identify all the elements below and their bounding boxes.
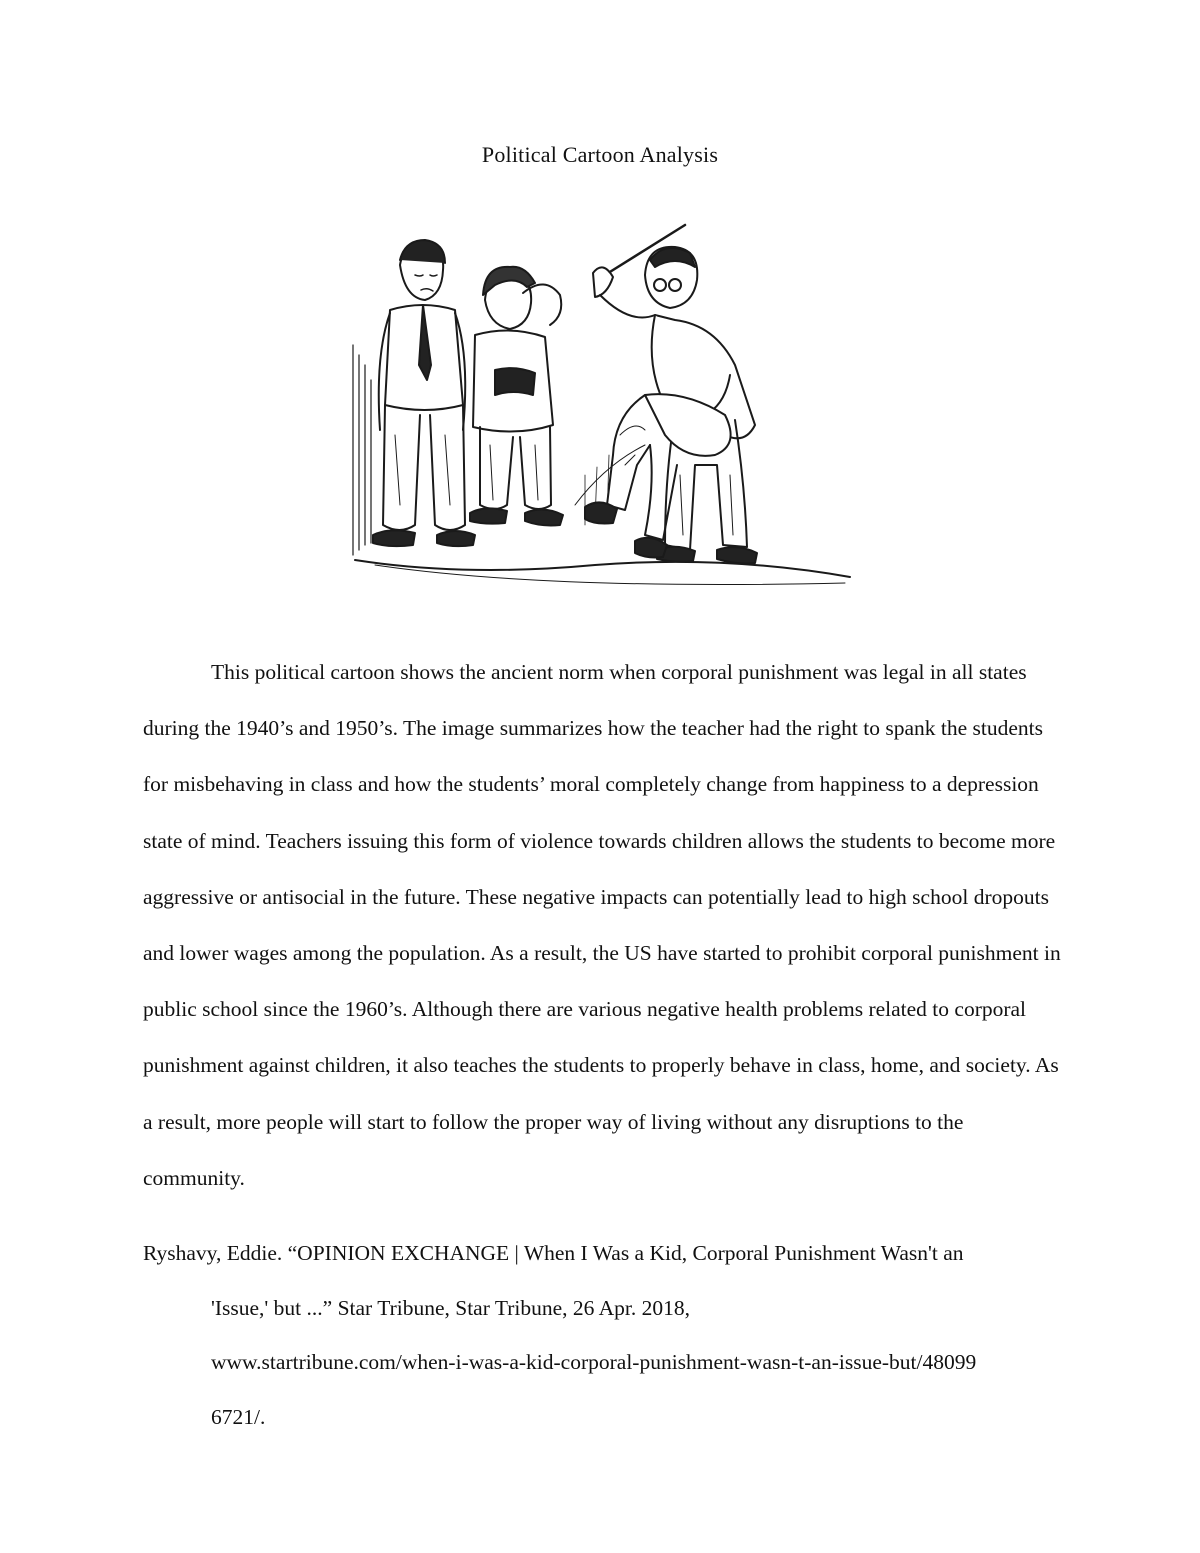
analysis-paragraph-block <box>143 644 1063 1206</box>
citation-line-1: Ryshavy, Eddie. “OPINION EXCHANGE | When I Was a Kid, Corporal Punishment Wasn't an <box>143 1241 964 1265</box>
works-cited-entry <box>143 1226 1063 1444</box>
cartoon-illustration <box>345 205 855 590</box>
page-title: Political Cartoon Analysis <box>481 142 719 167</box>
citation-url-line-end: 6721/. <box>211 1404 266 1429</box>
citation-url-line: www.startribune.com/when-i-was-a-kid-corporal-punishment-wasn-t-an-issue-but/48099 <box>211 1350 977 1374</box>
citation-line-2: 'Issue,' but ...” Star Tribune, Star Tribune, 26 Apr. 2018, <box>211 1295 690 1320</box>
analysis-paragraph: This political cartoon shows the ancient norm when corporal punishment was legal in all states during the 1940’s and 1950’s. The image summarizes how the teacher had the right to spank the students for misbehaving in class and how the students’ moral completely change from happiness to a depression state of mind. Teachers issuing this form of violence towards children allows the students to become more aggressive or antisocial in the future. These negative impacts can potentially lead to high school dropouts and lower wages among the population. As a result, the US have started to prohibit corporal punishment in public school since the 1960’s. Although there are various negative health problems related to corporal punishment against children, it also teaches the students to properly behave in class, home, and society. As a result, more people will start to follow the proper way of living without any disruptions to the community. <box>143 660 1061 1190</box>
